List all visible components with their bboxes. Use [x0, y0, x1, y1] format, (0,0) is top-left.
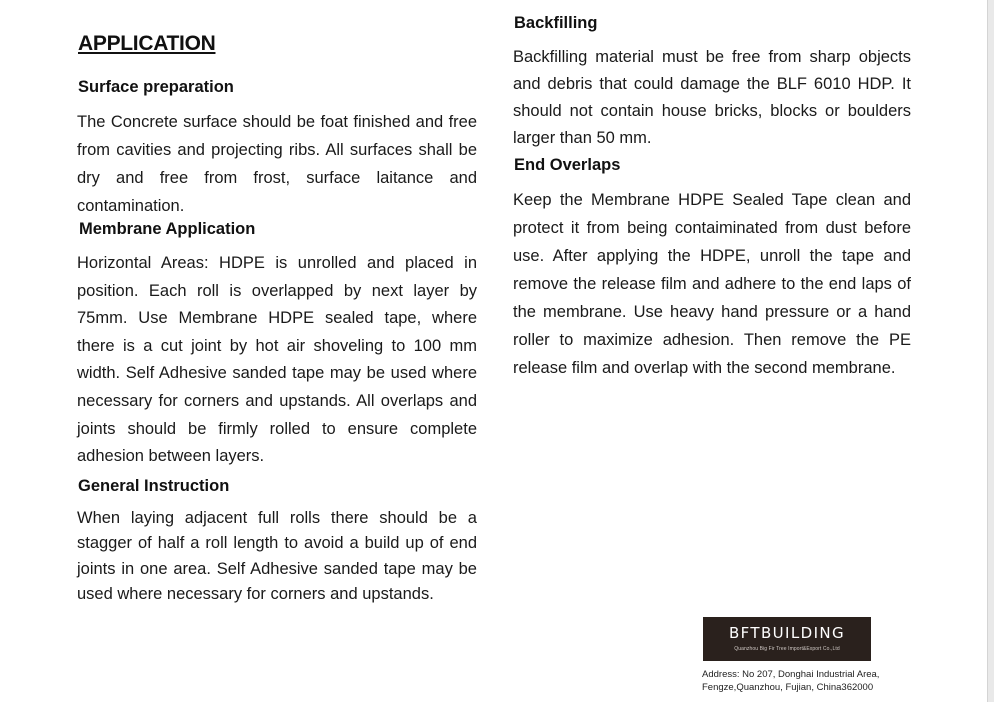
general-instruction-text: When laying adjacent full rolls there should be a stagger of half a roll length to avoid a build up of end joints in one area. Self Adhesive sanded tape may be used where necessary for corners and upstands.: [77, 509, 477, 604]
page-edge: [987, 0, 994, 702]
surface-preparation-heading: Surface preparation: [78, 78, 234, 96]
page-title: APPLICATION: [78, 32, 216, 55]
end-overlaps-heading: End Overlaps: [514, 156, 621, 174]
address-line-1: Address: No 207, Donghai Industrial Area,: [702, 669, 880, 680]
company-logo: [703, 617, 871, 661]
address-line-2: Fengze,Quanzhou, Fujian, China362000: [702, 682, 874, 693]
membrane-application-text: Horizontal Areas: HDPE is unrolled and placed in position. Each roll is overlapped by next layer by 75mm. Use Membrane HDPE sealed tape, where there is a cut joint by hot air shoveling to 100 mm width. Self Adhesive sanded tape may be used where necessary for corners and upstands. All overlaps and joints should be firmly rolled to ensure complete adhesion between layers.: [77, 254, 477, 466]
company-address: [702, 668, 922, 694]
membrane-application-heading: Membrane Application: [79, 220, 256, 238]
backfilling-heading: Backfilling: [514, 14, 598, 32]
logo-wordmark: BFTBUILDING: [728, 624, 846, 642]
end-overlaps-text: Keep the Membrane HDPE Sealed Tape clean and protect it from being contaiminated from dust before use. After applying the HDPE, unroll the tape and remove the release film and adhere to the end laps of the membrane. Use heavy hand pressure or a hand roller to maximize adhesion. Then remove the PE release film and overlap with the second membrane.: [513, 191, 911, 377]
backfilling-text: Backfilling material must be free from sharp objects and debris that could damage the BLF 6010 HDP. It should not contain house bricks, blocks or boulders larger than 50 mm.: [513, 48, 911, 147]
logo-company-name: Quanzhou Big Fir Tree Import&Export Co.,Ltd: [734, 646, 840, 652]
surface-preparation-text: The Concrete surface should be foat finished and free from cavities and projecting ribs. All surfaces shall be dry and free from frost, surface laitance and contamination.: [77, 113, 477, 215]
general-instruction-heading: General Instruction: [78, 477, 230, 495]
